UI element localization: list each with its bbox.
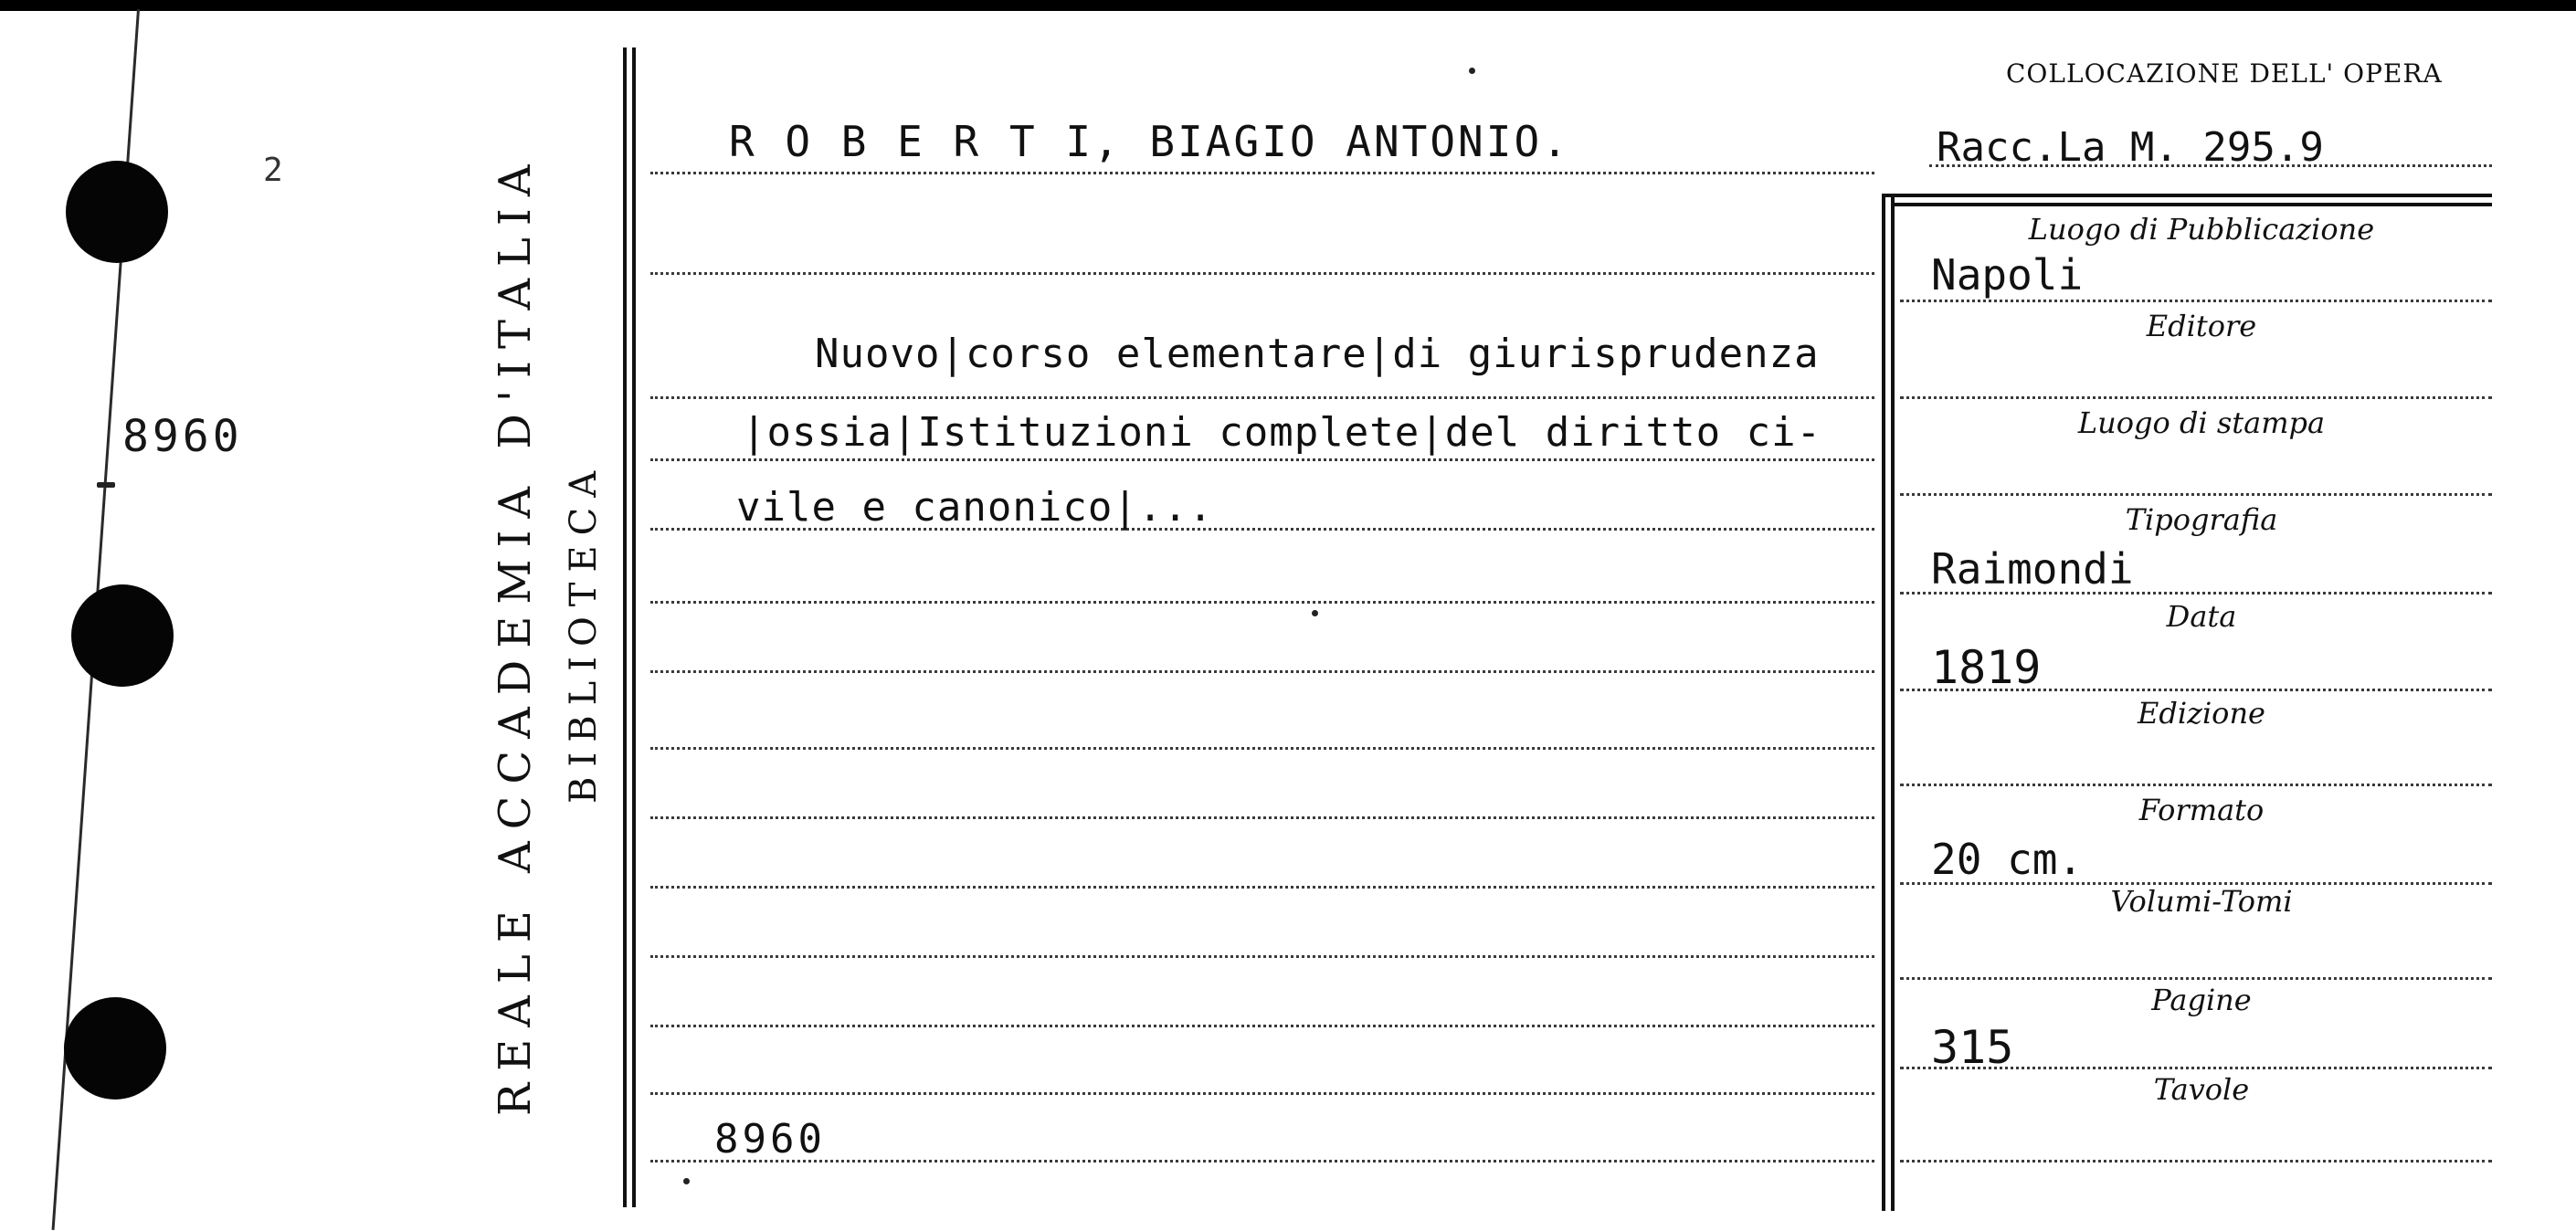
label-volumes: Volumi-Tomi [2110, 884, 2293, 919]
punch-hole-top [66, 161, 168, 263]
ink-speck [1312, 610, 1318, 616]
value-printer: Raimondi [1931, 544, 2134, 594]
ruled-line-14 [650, 1160, 1874, 1163]
value-place-of-publication: Napoli [1931, 250, 2084, 300]
right-panel-top-rule-outer [1882, 194, 2492, 197]
value-date: 1819 [1931, 641, 2042, 694]
ink-speck [97, 482, 115, 488]
label-date: Data [2166, 599, 2237, 634]
right-panel-rule-inner [1891, 194, 1895, 1211]
line-volumes [1900, 977, 2492, 980]
library-heading: BIBLIOTECA [563, 460, 605, 804]
label-format: Formato [2138, 793, 2265, 827]
ruled-line-10 [650, 886, 1874, 889]
ruled-line-8 [650, 747, 1874, 750]
collocation-heading: COLLOCAZIONE DELL' OPERA [2006, 58, 2443, 89]
line-place-of-printing [1900, 493, 2492, 496]
margin-pencil-mark: 2 [263, 152, 283, 189]
title-line-3: vile e canonico|... [736, 484, 1214, 531]
line-pages [1900, 1067, 2492, 1069]
ruled-line-6 [650, 601, 1874, 604]
ink-speck [1469, 68, 1475, 74]
line-plates [1900, 1160, 2492, 1163]
title-line-2: |ossia|Istituzioni complete|del diritto ci- [742, 409, 1822, 456]
shelfmark: Racc.La M. 295.9 [1937, 124, 2324, 171]
ruled-line-11 [650, 955, 1874, 958]
left-double-rule-outer [623, 47, 627, 1207]
right-panel-rule-outer [1882, 194, 1885, 1211]
line-printer [1900, 592, 2492, 594]
bottom-inventory-number: 8960 [714, 1116, 826, 1163]
line-date [1900, 689, 2492, 691]
margin-inventory-number: 8960 [122, 411, 243, 462]
punch-hole-middle [71, 584, 174, 687]
value-pages: 315 [1931, 1021, 2014, 1074]
ruled-line-13 [650, 1092, 1874, 1095]
value-format: 20 cm. [1931, 835, 2084, 884]
label-printer: Tipografia [2125, 502, 2278, 537]
line-edition [1900, 784, 2492, 786]
ink-speck [683, 1178, 690, 1184]
label-publisher: Editore [2146, 309, 2257, 343]
title-line-1: Nuovo|corso elementare|di giurisprudenza [815, 331, 1820, 377]
author-heading: R O B E R T I, BIAGIO ANTONIO. [729, 117, 1570, 166]
ruled-line-7 [650, 670, 1874, 673]
shelfmark-line [1929, 164, 2492, 167]
ruled-line-9 [650, 816, 1874, 819]
left-double-rule-inner [632, 47, 636, 1207]
ruled-line-2 [650, 272, 1874, 275]
label-pages: Pagine [2151, 983, 2252, 1017]
institution-heading: REALE ACCADEMIA D'ITALIA [490, 153, 541, 1116]
ruled-line-12 [650, 1025, 1874, 1027]
label-edition: Edizione [2138, 696, 2265, 731]
label-plates: Tavole [2153, 1072, 2250, 1107]
right-panel-top-rule-inner [1891, 203, 2492, 206]
punch-hole-bottom [64, 997, 166, 1099]
line-place-of-publication [1900, 300, 2492, 302]
line-publisher [1900, 396, 2492, 399]
ruled-line-1 [650, 172, 1874, 174]
label-place-of-publication: Luogo di Pubblicazione [2028, 212, 2375, 247]
ruled-line-4 [650, 458, 1874, 461]
ruled-line-3 [650, 396, 1874, 399]
label-place-of-printing: Luogo di stampa [2077, 405, 2326, 440]
